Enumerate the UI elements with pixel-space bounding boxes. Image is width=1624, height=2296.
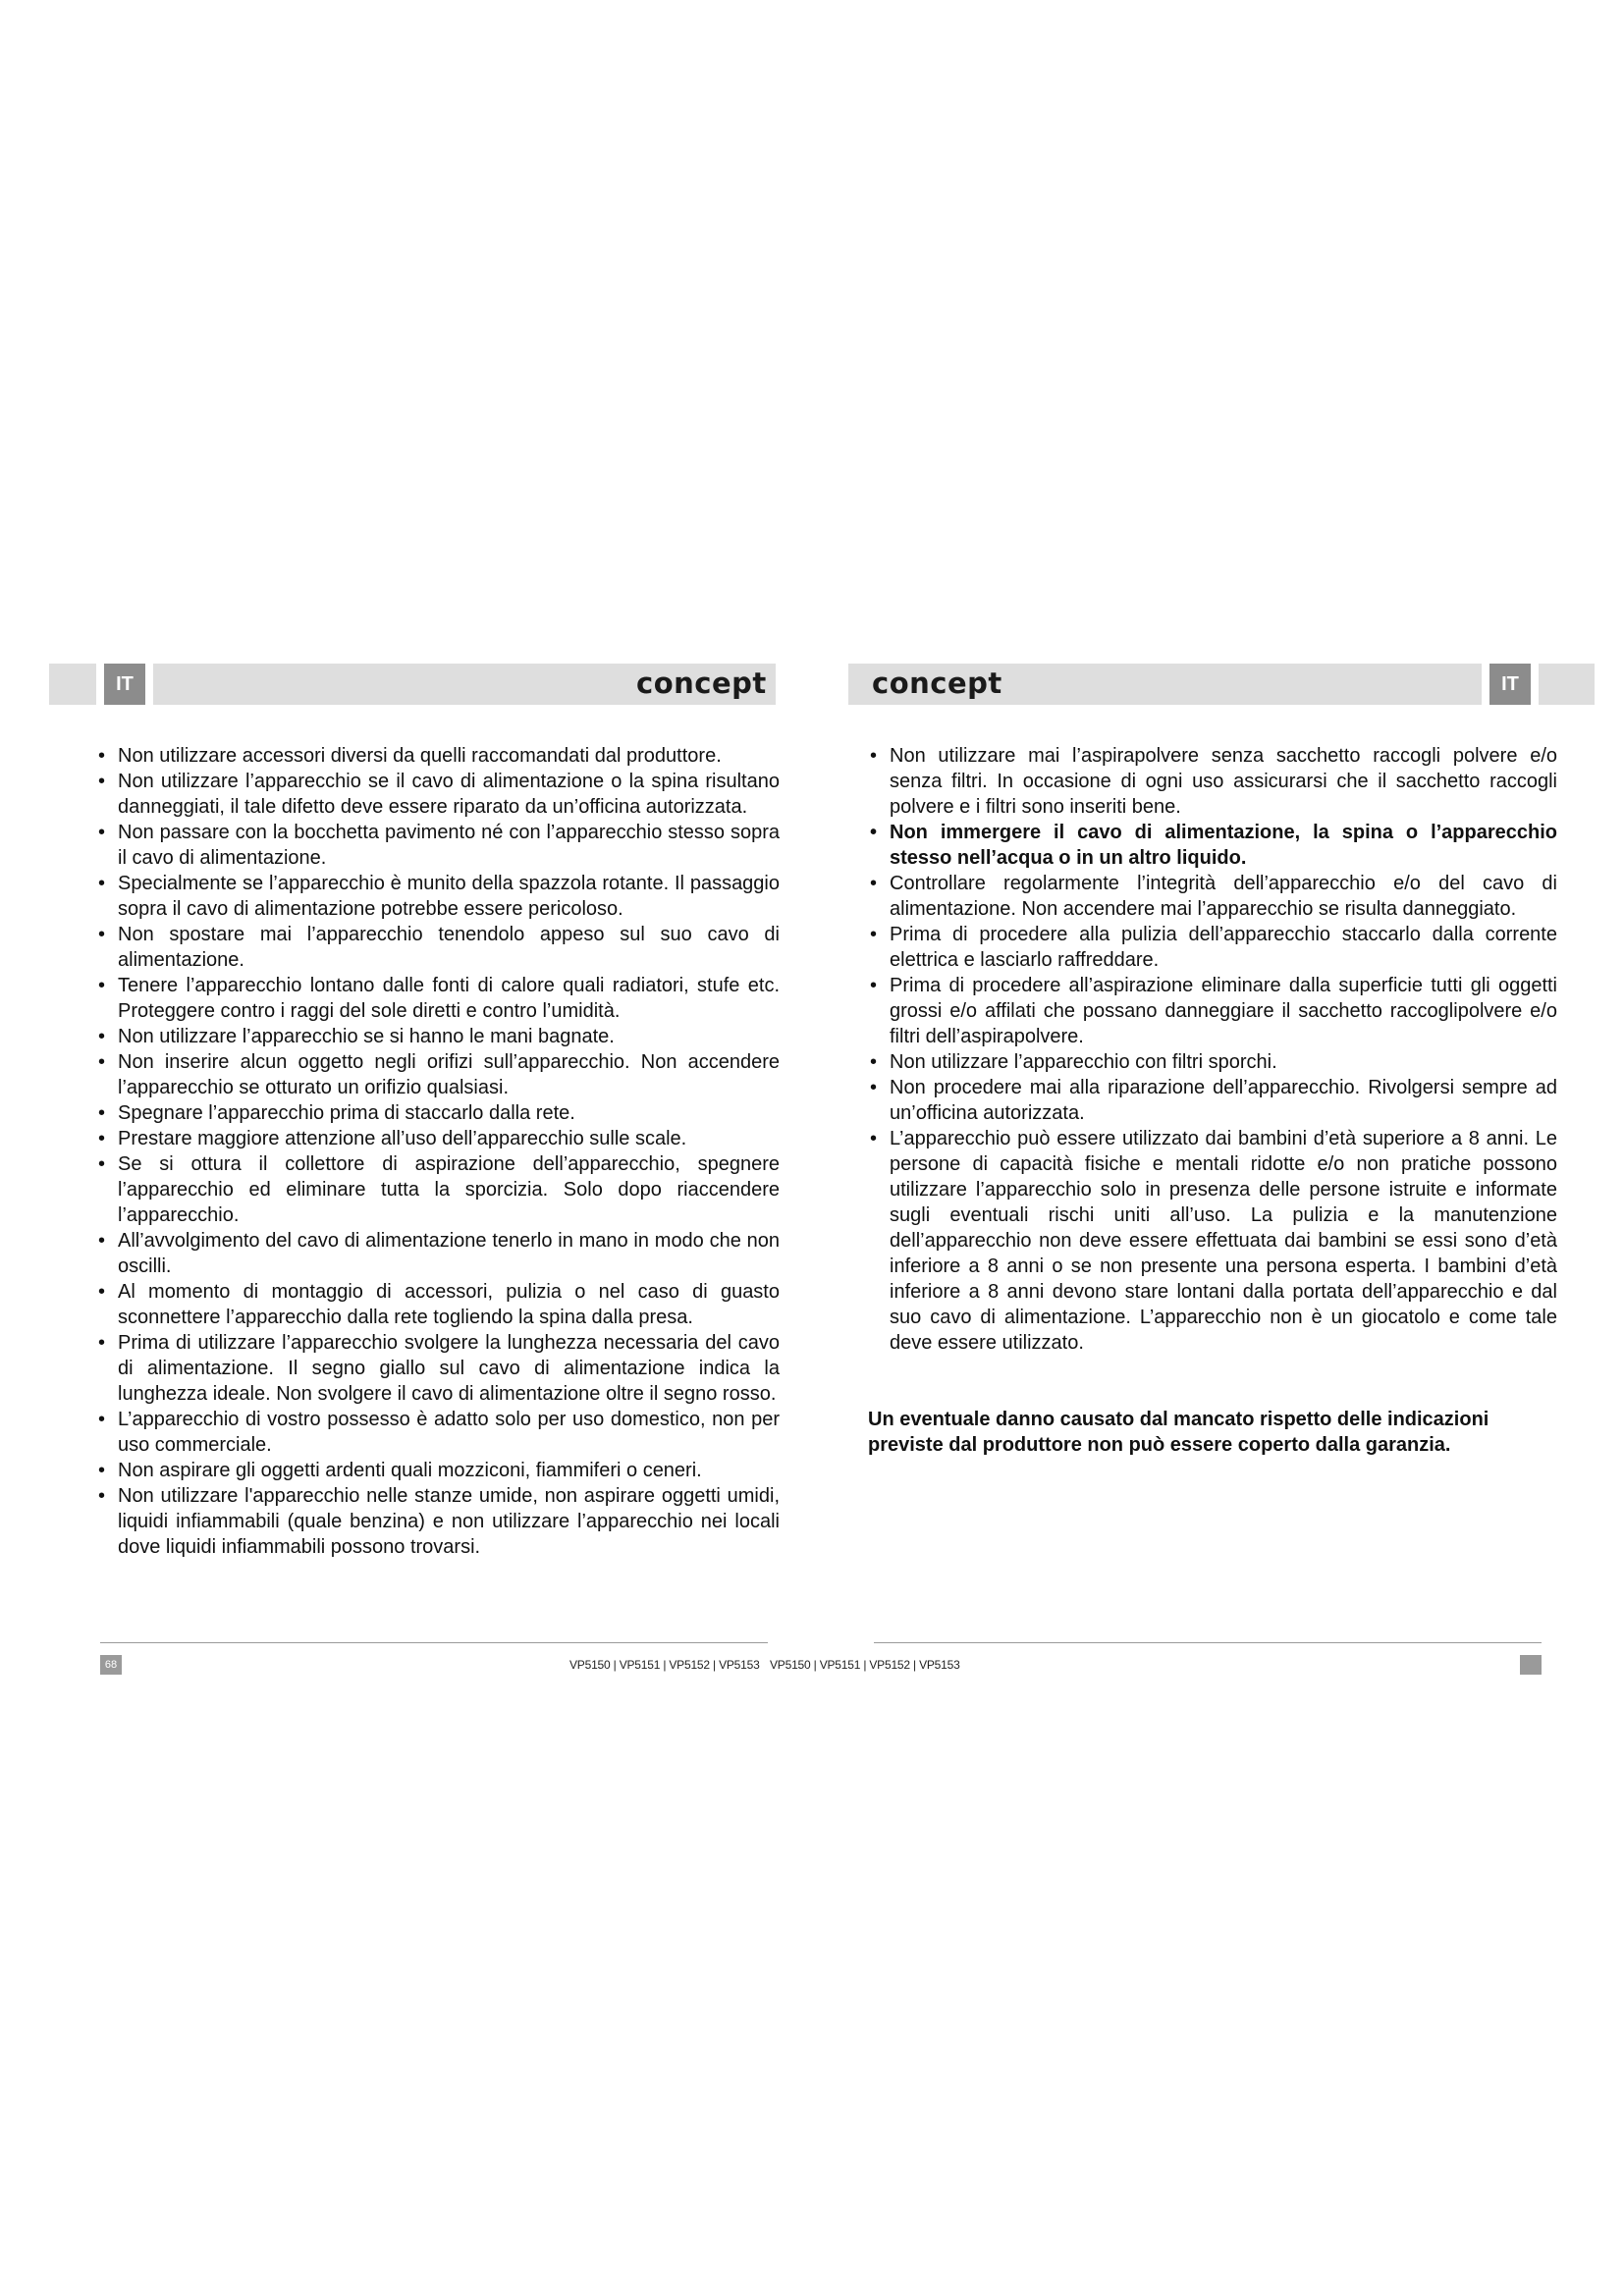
list-item: • Se si ottura il collettore di aspirazione dell’apparecchio, spegnere l’apparecchio ed eliminare tutta la sporcizia. Solo dopo riaccendere l’apparecchio.	[96, 1151, 780, 1228]
list-item: • Controllare regolarmente l’integrità dell’apparecchio e/o del cavo di alimentazione. Non accendere mai l’apparecchio se risulta danneggiato.	[868, 871, 1557, 922]
language-badge-right: IT	[1489, 664, 1531, 705]
list-item: • Non utilizzare accessori diversi da quelli raccomandati dal produttore.	[96, 743, 780, 769]
page-marker-right	[1520, 1655, 1542, 1675]
list-item: • L’apparecchio di vostro possesso è adatto solo per uso domestico, non per uso commerciale.	[96, 1407, 780, 1458]
list-item: • Tenere l’apparecchio lontano dalle fonti di calore quali radiatori, stufe etc. Proteggere contro i raggi del sole diretti e contro l’umidità.	[96, 973, 780, 1024]
list-item: • Non aspirare gli oggetti ardenti quali mozziconi, fiammiferi o ceneri.	[96, 1458, 780, 1483]
list-item: • Non spostare mai l’apparecchio tenendolo appeso sul suo cavo di alimentazione.	[96, 922, 780, 973]
list-item: • Non procedere mai alla riparazione dell’apparecchio. Rivolgersi sempre ad un’officina autorizzata.	[868, 1075, 1557, 1126]
list-item: • Non utilizzare l’apparecchio con filtri sporchi.	[868, 1049, 1557, 1075]
list-item: • Prima di utilizzare l’apparecchio svolgere la lunghezza necessaria del cavo di alimentazione. Il segno giallo sul cavo di alimentazione indica la lunghezza ideale. Non svolgere il cavo di alimentazione oltre il segno rosso.	[96, 1330, 780, 1407]
header-center-gap	[776, 664, 848, 705]
right-safety-list	[868, 743, 1557, 1356]
footer-rule-left	[100, 1642, 768, 1643]
left-safety-list	[96, 743, 780, 1560]
footer-rule-right	[874, 1642, 1542, 1643]
list-item: • Prestare maggiore attenzione all’uso dell’apparecchio sulle scale.	[96, 1126, 780, 1151]
warranty-note: Un eventuale danno causato dal mancato rispetto delle indicazioni previste dal produttore non può essere coperto dalla garanzia.	[868, 1409, 1489, 1456]
list-item: • Spegnare l’apparecchio prima di staccarlo dalla rete.	[96, 1100, 780, 1126]
list-item: • Non utilizzare l'apparecchio nelle stanze umide, non aspirare oggetti umidi, liquidi infiammabili (quale benzina) e non utilizzare l’apparecchio nei locali dove liquidi infiammabili possono trovarsi.	[96, 1483, 780, 1560]
badge-gap-left-2	[145, 664, 153, 705]
brand-logo-right: concept	[872, 667, 1002, 700]
badge-gap-right-2	[1531, 664, 1539, 705]
language-badge-left: IT	[104, 664, 145, 705]
list-item: • All’avvolgimento del cavo di alimentazione tenerlo in mano in modo che non oscilli.	[96, 1228, 780, 1279]
list-item: • Non inserire alcun oggetto negli orifizi sull’apparecchio. Non accendere l’apparecchio se otturato un orifizio qualsiasi.	[96, 1049, 780, 1100]
page-number: 68	[100, 1655, 122, 1675]
list-item: • Non utilizzare l’apparecchio se si hanno le mani bagnate.	[96, 1024, 780, 1049]
list-item: • Non passare con la bocchetta pavimento né con l’apparecchio stesso sopra il cavo di alimentazione.	[96, 820, 780, 871]
model-numbers-right: VP5150 | VP5151 | VP5152 | VP5153	[770, 1658, 960, 1672]
list-item: • L’apparecchio può essere utilizzato dai bambini d’età superiore a 8 anni. Le persone di capacità fisiche e mentali ridotte e/o non pratiche possono utilizzare l’apparecchio solo in presenza delle persone istruite e informate sugli eventuali rischi uniti all’uso. La pulizia e la manutenzione dell’apparecchio non deve essere effettuata dai bambini se essi sono d’età inferiore a 8 anni o se non presente una persona esperta. I bambini d’età inferiore a 8 anni devono stare lontani dalla portata dell’apparecchio e dal suo cavo di alimentazione. L’apparecchio non è un giocatolo e come tale deve essere utilizzato.	[868, 1126, 1557, 1356]
list-item-warning: • Non immergere il cavo di alimentazione, la spina o l’apparecchio stesso nell’acqua o in un altro liquido.	[868, 820, 1557, 871]
list-item: • Al momento di montaggio di accessori, pulizia o nel caso di guasto sconnettere l’apparecchio dalla rete togliendo la spina dalla presa.	[96, 1279, 780, 1330]
badge-gap-right	[1482, 664, 1489, 705]
list-item: • Specialmente se l’apparecchio è munito della spazzola rotante. Il passaggio sopra il cavo di alimentazione potrebbe essere pericoloso.	[96, 871, 780, 922]
right-column	[868, 743, 1557, 1458]
left-column	[96, 743, 780, 1560]
brand-logo-left: concept	[636, 667, 767, 700]
list-item: • Non utilizzare mai l’aspirapolvere senza sacchetto raccogli polvere e/o senza filtri. In occasione di ogni uso assicurarsi che il sacchetto raccogli polvere e i filtri sono inseriti bene.	[868, 743, 1557, 820]
list-item: • Prima di procedere alla pulizia dell’apparecchio staccarlo dalla corrente elettrica e lasciarlo raffreddare.	[868, 922, 1557, 973]
list-item: • Prima di procedere all’aspirazione eliminare dalla superficie tutti gli oggetti grossi e/o affilati che possano danneggiare il sacchetto raccoglipolvere e/o filtri dell’aspirapolvere.	[868, 973, 1557, 1049]
list-item: • Non utilizzare l’apparecchio se il cavo di alimentazione o la spina risultano danneggiati, il tale difetto deve essere riparato da un’officina autorizzata.	[96, 769, 780, 820]
badge-gap-left	[96, 664, 104, 705]
model-numbers-left: VP5150 | VP5151 | VP5152 | VP5153	[569, 1658, 760, 1672]
